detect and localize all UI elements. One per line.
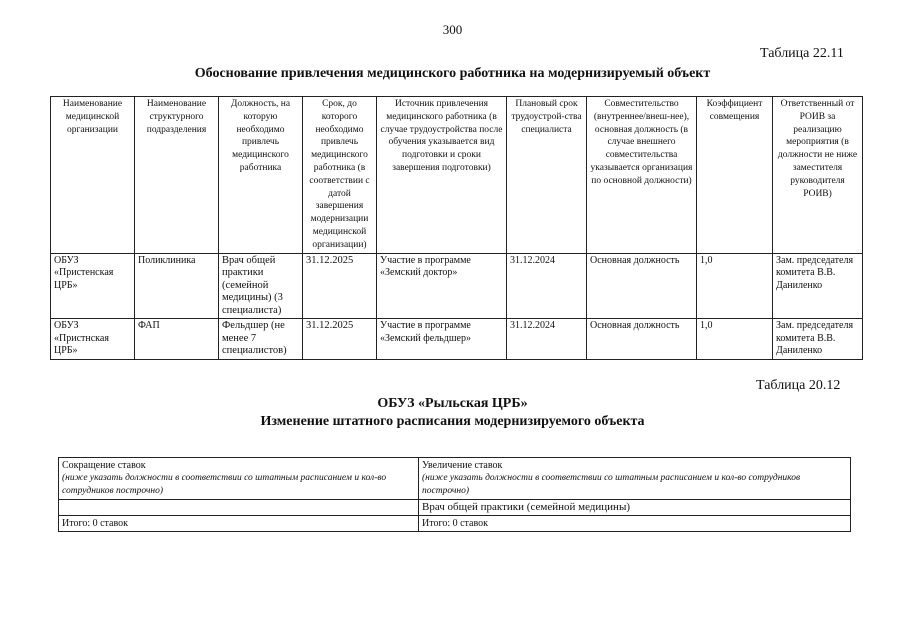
reduction-total: Итого: 0 ставок: [59, 516, 419, 532]
header-deadline: Срок, до которого необходимо привлечь медицинского работника (в соответствии с датой завершения модернизации медицинской организации): [303, 97, 377, 254]
header-org-name: Наименование медицинской организации: [51, 97, 135, 254]
reduction-header-cell: [59, 458, 419, 500]
increase-total: Итого: 0 ставок: [419, 516, 851, 532]
table-header-row: [59, 458, 851, 500]
table-total-row: [59, 516, 851, 532]
header-subdivision: Наименование структурного подразделения: [135, 97, 219, 254]
org-title: ОБУЗ «Рыльская ЦРБ»: [377, 396, 528, 411]
cell-subdivision: ФАП: [135, 319, 219, 360]
header-coefficient: Коэффициент совмещения: [697, 97, 773, 254]
header-responsible: Ответственный от РОИВ за реализацию мероприятия (в должности не ниже заместителя руководителя РОИВ): [773, 97, 863, 254]
reduction-header: Сокращение ставок: [62, 460, 146, 471]
header-combination: Совместительство (внутреннее/внеш-нее), основная должность (в случае внешнего совместительства указывается организация по основной должности): [587, 97, 697, 254]
cell-deadline: 31.12.2025: [303, 319, 377, 360]
cell-position: Врач общей практики (семейной медицины) (3 специалиста): [219, 253, 303, 319]
increase-header-cell: [419, 458, 851, 500]
increase-note: (ниже указать должности в соответствии со штатным расписанием и кол-во сотрудников построчно): [422, 473, 801, 496]
header-source: Источник привлечения медицинского работника (в случае трудоустройства после обучения указывается вид подготовки и сроки завершения подготовки): [377, 97, 507, 254]
header-planned-date: Плановый срок трудоустрой-ства специалиста: [507, 97, 587, 254]
table-header-row: [51, 97, 863, 254]
section-title-staff-attraction: Обоснование привлечения медицинского работника на модернизируемый объект: [194, 66, 711, 81]
page-number: 300: [442, 22, 463, 37]
cell-combination: Основная должность: [587, 319, 697, 360]
cell-responsible: Зам. председателя комитета В.В. Даниленко: [773, 253, 863, 319]
reduction-note: (ниже указать должности в соответствии со штатным расписанием и кол-во сотрудников построчно): [62, 473, 387, 496]
cell-responsible: Зам. председателя комитета В.В. Даниленко: [773, 319, 863, 360]
increase-position: Врач общей практики (семейной медицины): [419, 500, 851, 516]
increase-header: Увеличение ставок: [422, 460, 503, 471]
cell-org-name: ОБУЗ «Пристнская ЦРБ»: [51, 319, 135, 360]
cell-coefficient: 1,0: [697, 319, 773, 360]
table-label-20-12: Таблица 20.12: [756, 378, 841, 393]
cell-deadline: 31.12.2025: [303, 253, 377, 319]
cell-position: Фельдшер (не менее 7 специалистов): [219, 319, 303, 360]
cell-combination: Основная должность: [587, 253, 697, 319]
table-row: [59, 500, 851, 516]
cell-source: Участие в программе «Земский фельдшер»: [377, 319, 507, 360]
staffing-change-table: [58, 457, 851, 532]
table-row: [51, 319, 863, 360]
cell-subdivision: Поликлиника: [135, 253, 219, 319]
cell-planned-date: 31.12.2024: [507, 253, 587, 319]
cell-org-name: ОБУЗ «Пристенская ЦРБ»: [51, 253, 135, 319]
reduction-position: [59, 500, 419, 516]
cell-coefficient: 1,0: [697, 253, 773, 319]
table-label-22-11: Таблица 22.11: [760, 46, 844, 61]
section-title-staffing-change: Изменение штатного расписания модернизируемого объекта: [260, 414, 645, 429]
header-position: Должность, на которую необходимо привлечь медицинского работника: [219, 97, 303, 254]
cell-source: Участие в программе «Земский доктор»: [377, 253, 507, 319]
staff-attraction-table: [50, 96, 863, 360]
table-row: [51, 253, 863, 319]
cell-planned-date: 31.12.2024: [507, 319, 587, 360]
